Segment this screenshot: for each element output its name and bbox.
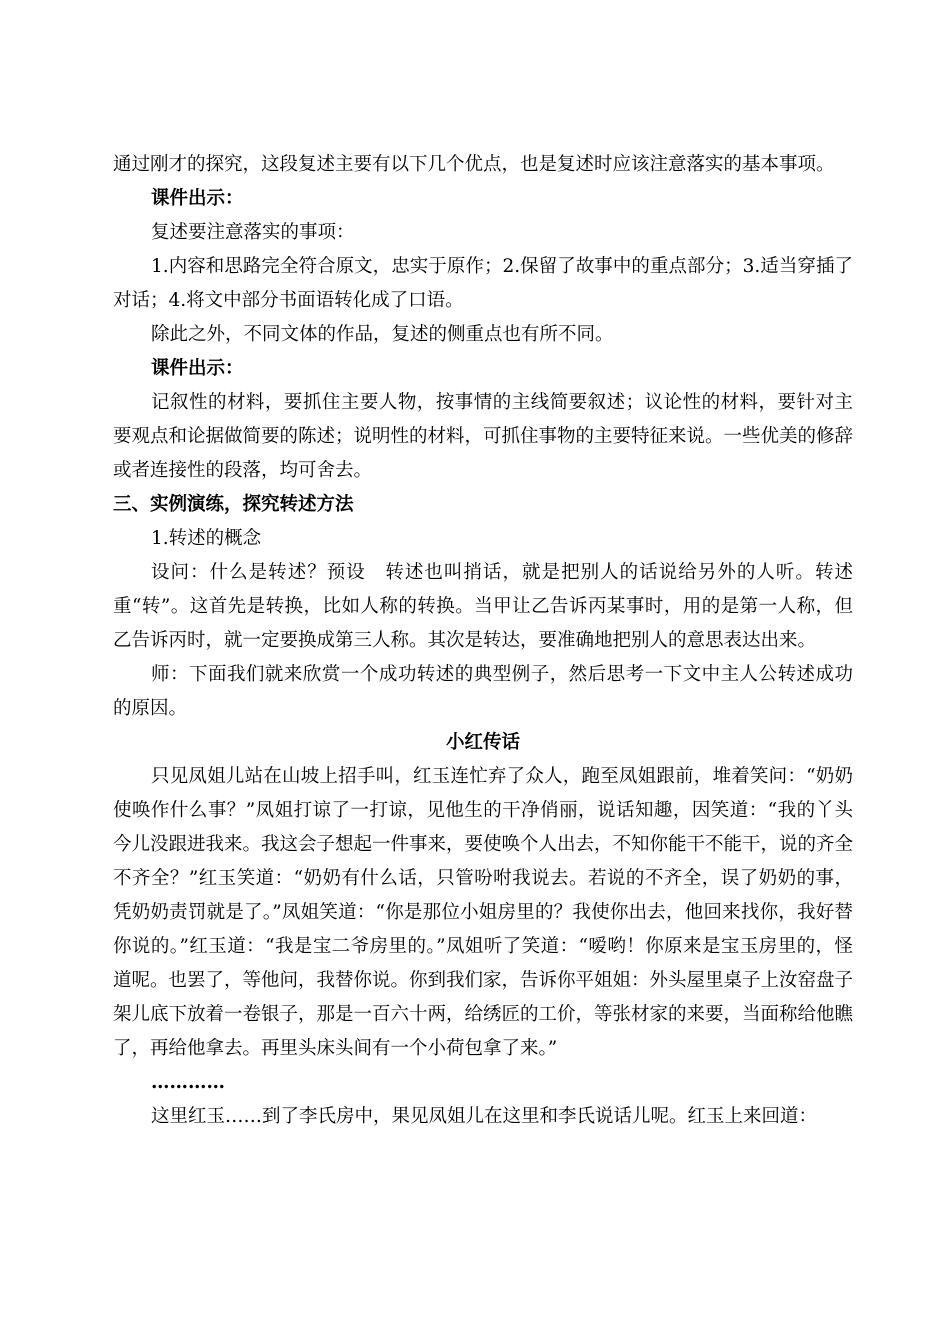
paragraph-genre-note: 除此之外，不同文体的作品，复述的侧重点也有所不同。 xyxy=(151,324,614,345)
paragraph-intro: 通过刚才的探究，这段复述主要有以下几个优点，也是复述时应该注意落实的基本事项。 xyxy=(113,154,835,175)
story-title: 小红传话 xyxy=(445,732,520,753)
paragraph-items-heading: 复述要注意落实的事项： xyxy=(151,222,355,243)
paragraph-concept-title: 1.转述的概念 xyxy=(151,528,262,549)
paragraph-items-list: 1.内容和思路完全符合原文，忠实于原作；2.保留了故事中的重点部分；3.适当穿插了对话；4.将文中部分书面语转化成了口语。 xyxy=(113,256,853,311)
section-heading-3: 三、实例演练，探究转述方法 xyxy=(113,494,354,515)
document-page xyxy=(113,148,853,1134)
courseware-label-2: 课件出示： xyxy=(151,358,244,379)
paragraph-story: 只见凤姐儿站在山坡上招手叫，红玉连忙弃了众人，跑至凤姐跟前，堆着笑问：“奶奶使唤作什么事？”凤姐打谅了一打谅，见他生的干净俏丽，说话知趣，因笑道：“我的丫头今儿没跟进我来。我这会子想起一件事来，要使唤个人出去，不知你能干不能干，说的齐全不齐全？”红玉笑道：“奶奶有什么话，只管吩咐我说去。若说的不齐全，误了奶奶的事，凭奶奶责罚就是了。”凤姐笑道：“你是那位小姐房里的？我使你出去，他回来找你，我好替你说的。”红玉道：“我是宝二爷房里的。”凤姐听了笑道：“嗳哟！你原来是宝玉房里的，怪道呢。也罢了，等他问，我替你说。你到我们家，告诉你平姐姐：外头屋里桌子上汝窑盘子架儿底下放着一卷银子，那是一百六十两，给绣匠的工价，等张材家的来要，当面称给他瞧了，再给他拿去。再里头床头间有一个小荷包拿了来。” xyxy=(113,766,854,1059)
courseware-label-1: 课件出示： xyxy=(151,188,244,209)
ellipsis-line: ………… xyxy=(151,1072,225,1093)
paragraph-teacher: 师：下面我们就来欣赏一个成功转述的典型例子，然后思考一下文中主人公转述成功的原因。 xyxy=(113,664,853,719)
paragraph-genre-detail: 记叙性的材料，要抓住主要人物，按事情的主线简要叙述；议论性的材料，要针对主要观点和论据做简要的陈述；说明性的材料，可抓住事物的主要特征来说。一些优美的修辞或者连接性的段落，均可舍去。 xyxy=(113,392,854,481)
paragraph-story-continued: 这里红玉……到了李氏房中，果见凤姐儿在这里和李氏说话儿呢。红玉上来回道： xyxy=(151,1106,818,1127)
paragraph-concept-body: 设问：什么是转述？预设 转述也叫捎话，就是把别人的话说给另外的人听。转述重“转”。这首先是转换，比如人称的转换。当甲让乙告诉丙某事时，用的是第一人称，但乙告诉丙时，就一定要换成第三人称。其次是转达，要准确地把别人的意思表达出来。 xyxy=(113,562,853,651)
